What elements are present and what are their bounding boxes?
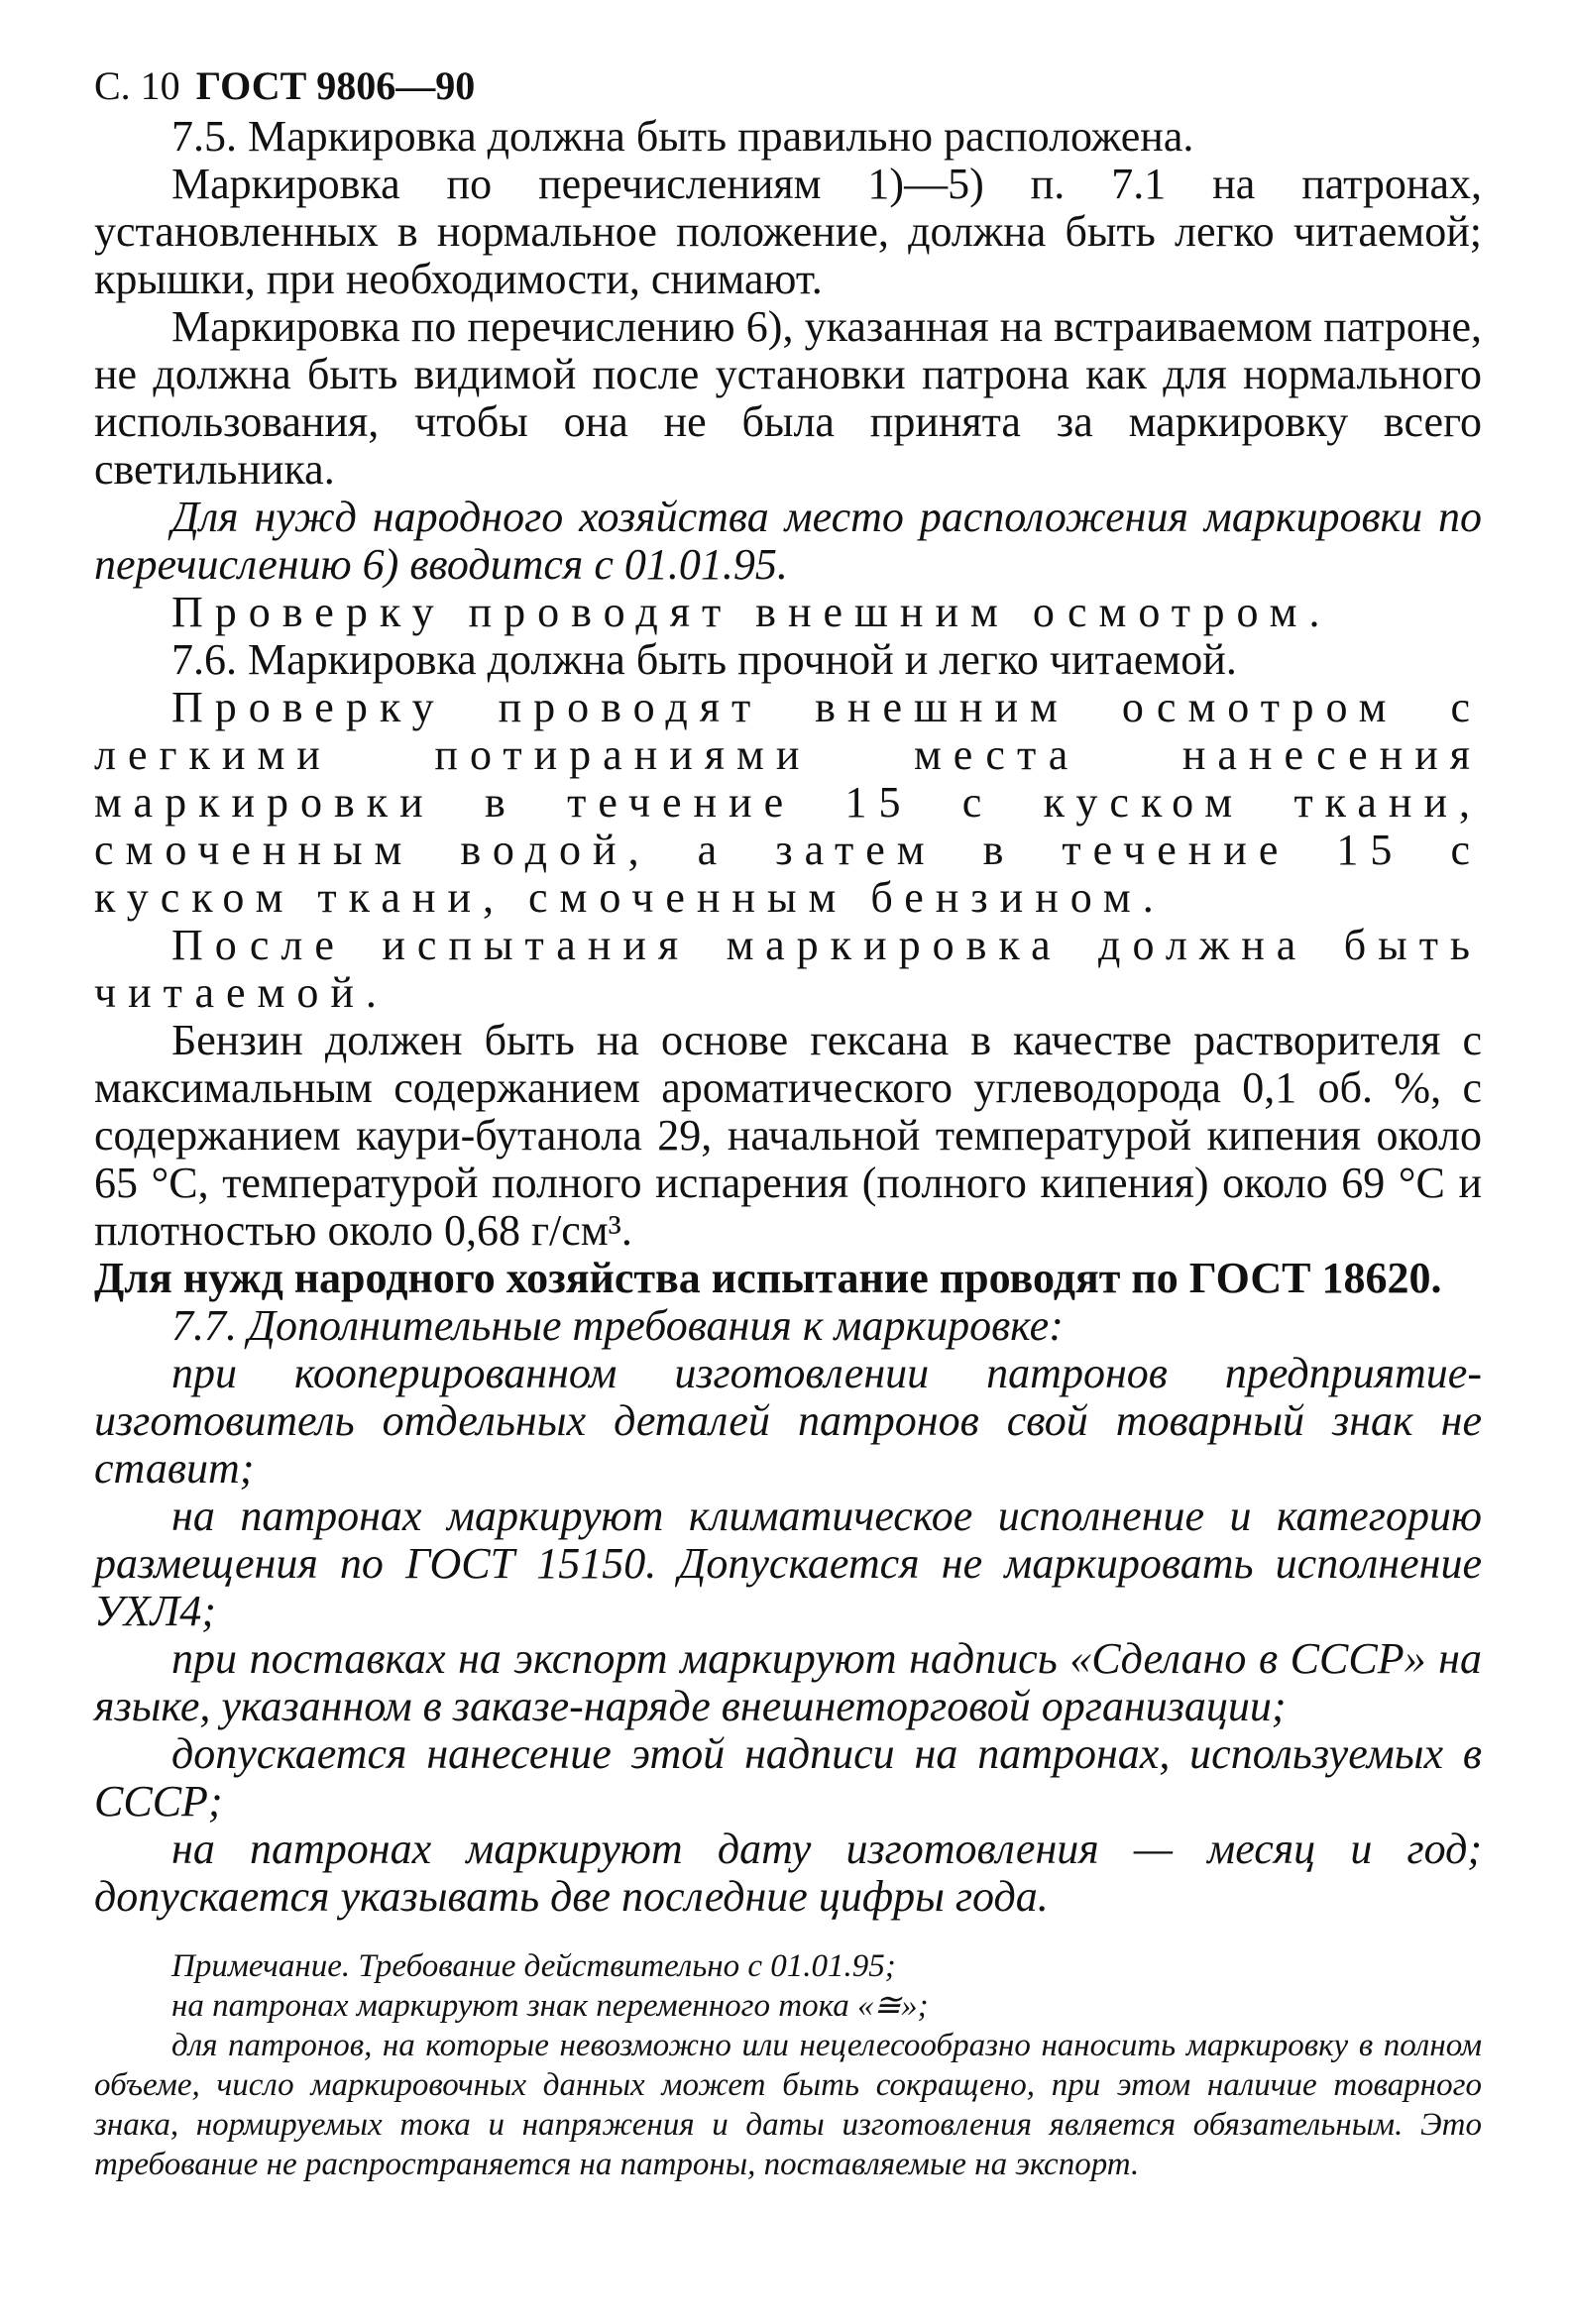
paragraph-after-test: После испытания маркировка должна быть читаемой. [94, 921, 1482, 1017]
paragraph-marking-position: Маркировка по перечислениям 1)—5) п. 7.1 на патронах, установленных в нормальное положение, должна быть легко читаемой; крышки, при необходимости, снимают. [94, 160, 1482, 303]
paragraph-builtin-marking: Маркировка по перечислению 6), указанная на встраиваемом патроне, не должна быть видимой после установки патрона как для нормального использования, чтобы она не была принята за маркировку всего светильника. [94, 302, 1482, 494]
clause-7-5: 7.5. Маркировка должна быть правильно расположена. [171, 112, 1194, 161]
note-reduced-marking: для патронов, на которые невозможно или нецелесообразно наносить маркировку в полном объеме, число маркировочных данных может быть сокращено, при этом наличие товарного знака, нормируемых тока и напряжения и даты изготовления является обязательным. Это требование не распространяется на патроны, поставляемые на экспорт. [94, 2028, 1482, 2182]
list-item-trademark: при кооперированном изготовлении патронов предприятие-изготовитель отдельных деталей патронов свой товарный знак не ставит; [94, 1349, 1482, 1493]
list-item-ussr: допускается нанесение этой надписи на патронах, используемых в СССР; [94, 1729, 1482, 1826]
note-title: Примечание. Требование действительно с 01.01.95; [171, 1948, 896, 1984]
paragraph-check-visual: Проверку проводят внешним осмотром. [171, 588, 1332, 636]
paragraph-rub-test: Проверку проводят внешним осмотром с легкими потираниями места нанесения маркировки в течение 15 с куском ткани, смоченным водой, а затем в течение 15 с куском ткани, смоченным бензином. [94, 683, 1482, 922]
clause-7-7: 7.7. Дополнительные требования к маркировке: [171, 1301, 1064, 1350]
page-header [94, 59, 1482, 113]
page-number: С. 10 [94, 63, 180, 108]
clause-7-6: 7.6. Маркировка должна быть прочной и легко читаемой. [171, 635, 1237, 684]
list-item-date: на патронах маркируют дату изготовления — месяц и год; допускается указывать две последние цифры года. [94, 1825, 1482, 1921]
document-code: ГОСТ 9806—90 [195, 63, 476, 108]
list-item-export: при поставках на экспорт маркируют надпись «Сделано в СССР» на языке, указанном в заказе-наряде внешнеторговой организации; [94, 1634, 1482, 1730]
paragraph-petrol-spec: Бензин должен быть на основе гексана в качестве растворителя с максимальным содержанием ароматического углеводорода 0,1 об. %, с содержанием каури-бутанола 29, начальной температурой кипения около 65 °С, температурой полного испарения (полного кипения) около 69 °С и плотностью около 0,68 г/см³. [94, 1016, 1482, 1255]
paragraph-gost-18620: Для нужд народного хозяйства испытание проводят по ГОСТ 18620. [94, 1254, 1442, 1302]
note-ac-sign: на патронах маркируют знак переменного тока «≅»; [171, 1988, 929, 2024]
paragraph-national-economy-date: Для нужд народного хозяйства место расположения маркировки по перечислению 6) вводится с 01.01.95. [94, 493, 1482, 589]
list-item-climate: на патронах маркируют климатическое исполнение и категорию размещения по ГОСТ 15150. Допускается не маркировать исполнение УХЛ4; [94, 1492, 1482, 1635]
document-page [94, 59, 1482, 2184]
note-block [94, 1946, 1482, 2184]
